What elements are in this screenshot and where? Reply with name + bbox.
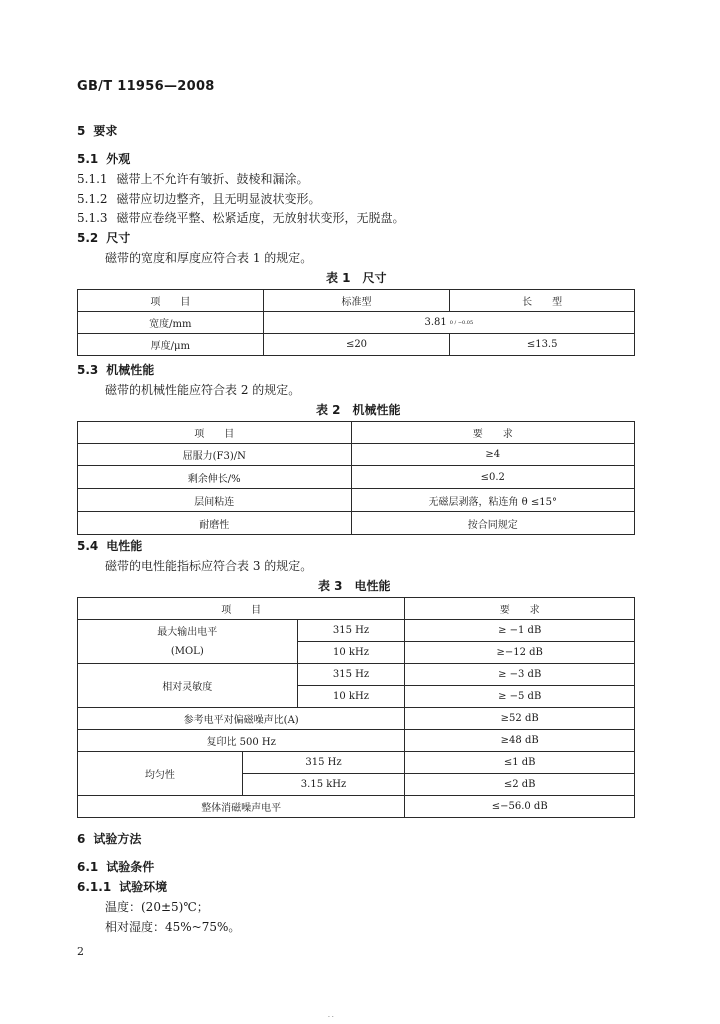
section-title: 试验方法 bbox=[93, 832, 142, 846]
table-cell: 参考电平对偏磁噪声比(A) bbox=[78, 708, 405, 730]
table-cell: ≤−56.0 dB bbox=[405, 796, 635, 818]
clause-number: 5.1.2 bbox=[77, 192, 108, 206]
mol-label: 最大输出电平 bbox=[157, 626, 218, 638]
standard-header: GB/T 11956—2008 bbox=[77, 79, 215, 94]
clause-text: 磁带应卷绕平整、松紧适度，无放射状变形，无脱盘。 bbox=[116, 211, 405, 225]
clause-5-1-3 bbox=[77, 212, 405, 224]
footer-mark: · · bbox=[328, 1014, 334, 1021]
table-cell: 315 Hz bbox=[297, 664, 405, 686]
paragraph-humidity: 相对湿度：45%~75%。 bbox=[105, 920, 241, 934]
paragraph-5-3: 磁带的机械性能应符合表 2 的规定。 bbox=[105, 383, 301, 397]
table-cell: ≤1 dB bbox=[405, 752, 635, 774]
page-number: 2 bbox=[77, 945, 84, 958]
mol-abbr: (MOL) bbox=[170, 645, 204, 657]
table-cell: 按合同规定 bbox=[351, 512, 635, 535]
clause-5-1-1 bbox=[77, 173, 309, 185]
section-number: 6.1.1 bbox=[77, 880, 112, 894]
table-cell: 层间粘连 bbox=[78, 489, 352, 512]
section-5-heading bbox=[77, 125, 117, 137]
section-title: 试验环境 bbox=[119, 880, 168, 894]
table-header-cell: 标准型 bbox=[263, 290, 450, 312]
table-header-cell: 项 目 bbox=[78, 290, 264, 312]
table-cell: 10 kHz bbox=[297, 686, 405, 708]
table-cell: ≥ −5 dB bbox=[405, 686, 635, 708]
section-5-4-heading bbox=[77, 540, 142, 552]
section-title: 机械性能 bbox=[106, 363, 155, 377]
table-cell: 耐磨性 bbox=[78, 512, 352, 535]
table-cell: ≥ −1 dB bbox=[405, 620, 635, 642]
table-cell: 剩余伸长/% bbox=[78, 466, 352, 489]
table-header-cell: 长 型 bbox=[450, 290, 635, 312]
table-cell: ≤2 dB bbox=[405, 774, 635, 796]
section-6-1-heading bbox=[77, 861, 154, 873]
section-5-1-heading bbox=[77, 153, 130, 165]
table-mechanical bbox=[77, 421, 635, 535]
table-header-cell: 要 求 bbox=[405, 598, 635, 620]
table-cell: 厚度/μm bbox=[78, 334, 264, 356]
section-number: 5.2 bbox=[77, 231, 99, 245]
clause-number: 5.1.1 bbox=[77, 172, 108, 186]
table-header-cell: 项 目 bbox=[78, 598, 405, 620]
table-2-caption: 表 2 机械性能 bbox=[316, 403, 401, 417]
clause-text: 磁带应切边整齐，且无明显波状变形。 bbox=[116, 192, 321, 206]
table-cell: ≥48 dB bbox=[405, 730, 635, 752]
table-cell: ≥52 dB bbox=[405, 708, 635, 730]
table-header-cell: 项 目 bbox=[78, 422, 352, 444]
section-title: 外观 bbox=[106, 152, 131, 166]
section-title: 尺寸 bbox=[106, 231, 131, 245]
table-header-cell: 要 求 bbox=[351, 422, 635, 444]
table-cell: 315 Hz bbox=[297, 620, 405, 642]
section-6-1-1-heading bbox=[77, 881, 167, 893]
table-cell: 相对灵敏度 bbox=[78, 664, 298, 708]
table-cell: ≥−12 dB bbox=[405, 642, 635, 664]
table-cell: ≥4 bbox=[351, 444, 635, 466]
table-cell bbox=[78, 620, 298, 664]
table-cell bbox=[263, 312, 634, 334]
table-1-caption: 表 1 尺寸 bbox=[326, 271, 387, 285]
table-cell: 整体消磁噪声电平 bbox=[78, 796, 405, 818]
width-tolerance: 0 / −0.05 bbox=[449, 319, 474, 326]
table-cell: ≤13.5 bbox=[450, 334, 635, 356]
table-cell: ≤20 bbox=[263, 334, 450, 356]
table-cell: 3.15 kHz bbox=[242, 774, 405, 796]
section-5-3-heading bbox=[77, 364, 154, 376]
section-number: 5.3 bbox=[77, 363, 99, 377]
section-6-heading bbox=[77, 833, 141, 845]
table-electrical bbox=[77, 597, 635, 818]
paragraph-5-2: 磁带的宽度和厚度应符合表 1 的规定。 bbox=[105, 251, 313, 265]
paragraph-5-4: 磁带的电性能指标应符合表 3 的规定。 bbox=[105, 559, 313, 573]
section-number: 5.4 bbox=[77, 539, 99, 553]
section-title: 要求 bbox=[93, 124, 118, 138]
width-value: 3.81 bbox=[424, 317, 447, 328]
clause-5-1-2 bbox=[77, 193, 321, 205]
section-number: 6 bbox=[77, 832, 86, 846]
table-cell: 复印比 500 Hz bbox=[78, 730, 405, 752]
table-dimensions bbox=[77, 289, 635, 356]
section-5-2-heading bbox=[77, 232, 130, 244]
section-number: 5.1 bbox=[77, 152, 99, 166]
table-cell: 无磁层剥落，粘连角 θ ≤15° bbox=[351, 489, 635, 512]
table-3-caption: 表 3 电性能 bbox=[318, 579, 391, 593]
table-cell: 10 kHz bbox=[297, 642, 405, 664]
table-cell: 宽度/mm bbox=[78, 312, 264, 334]
table-cell: 均匀性 bbox=[78, 752, 243, 796]
table-cell: 屈服力(F3)/N bbox=[78, 444, 352, 466]
section-title: 试验条件 bbox=[106, 860, 155, 874]
section-number: 5 bbox=[77, 124, 86, 138]
table-cell: ≤0.2 bbox=[351, 466, 635, 489]
table-cell: 315 Hz bbox=[242, 752, 405, 774]
section-title: 电性能 bbox=[106, 539, 143, 553]
section-number: 6.1 bbox=[77, 860, 99, 874]
clause-number: 5.1.3 bbox=[77, 211, 108, 225]
table-cell: ≥ −3 dB bbox=[405, 664, 635, 686]
clause-text: 磁带上不允许有皱折、鼓棱和漏涂。 bbox=[116, 172, 309, 186]
paragraph-temperature: 温度：(20±5)℃； bbox=[105, 900, 209, 914]
